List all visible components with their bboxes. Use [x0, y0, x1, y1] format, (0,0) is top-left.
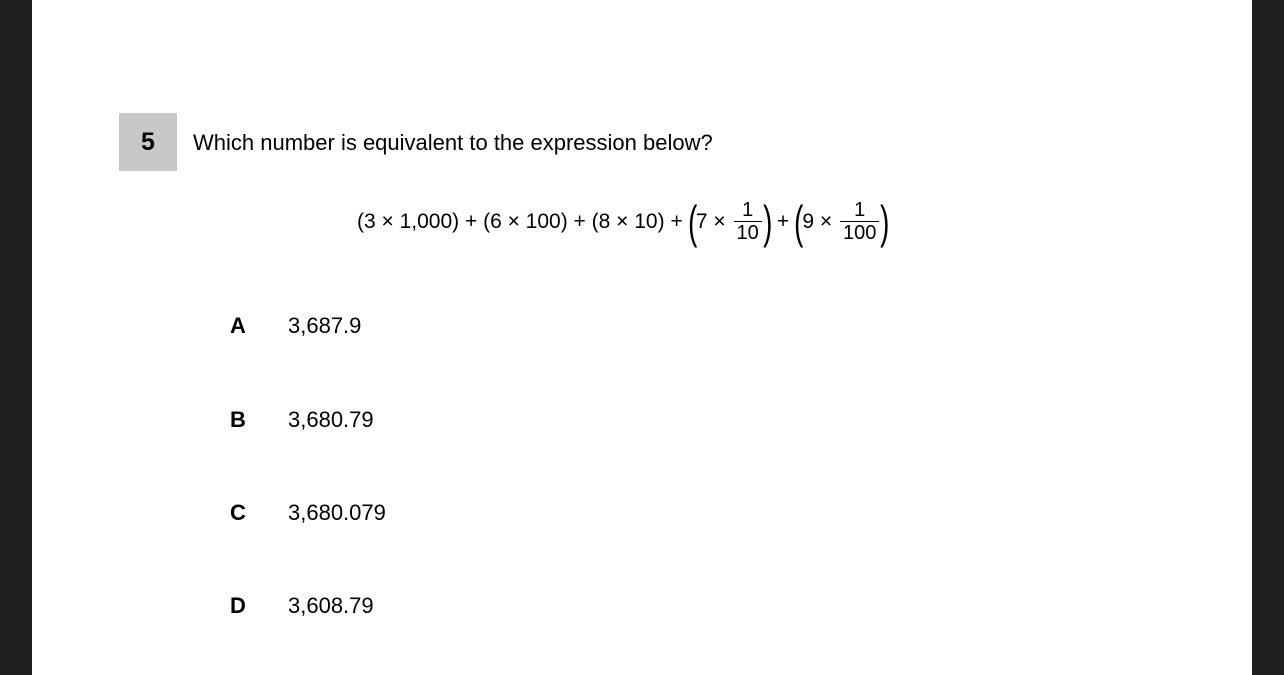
fraction-numerator: 1: [854, 199, 866, 221]
document-page: [32, 0, 1252, 675]
option-letter: C: [230, 500, 246, 525]
option-value: 3,687.9: [288, 313, 362, 338]
fraction-denominator: 100: [840, 221, 879, 244]
fraction-numerator: 1: [742, 199, 754, 221]
option-letter: B: [230, 407, 246, 432]
expression-plus: +: [771, 210, 796, 233]
question-number: 5: [141, 127, 155, 156]
fraction-one-tenth: [734, 200, 762, 244]
fraction-denominator: 10: [734, 221, 762, 244]
answer-option-a[interactable]: [230, 313, 361, 339]
answer-option-d[interactable]: [230, 593, 374, 619]
question-number-badge: [119, 113, 177, 171]
math-expression: [357, 190, 889, 254]
expression-part-1: (3 × 1,000) + (6 × 100) + (8 × 10) +: [357, 210, 689, 233]
option-value: 3,608.79: [288, 593, 374, 618]
question-text: Which number is equivalent to the expression below?: [193, 130, 713, 155]
fraction-one-hundredth: [840, 200, 879, 244]
option-value: 3,680.79: [288, 407, 374, 432]
expression-term-1-left: 7 ×: [695, 210, 732, 233]
left-paren-2: (: [794, 196, 804, 248]
answer-option-b[interactable]: [230, 407, 374, 433]
right-paren-2: ): [880, 196, 890, 248]
left-paren-1: (: [687, 196, 697, 248]
option-letter: D: [230, 593, 246, 618]
expression-term-2-left: 9 ×: [802, 210, 838, 233]
option-value: 3,680.079: [288, 500, 386, 525]
right-paren-1: ): [762, 196, 773, 248]
answer-option-c[interactable]: [230, 500, 386, 526]
option-letter: A: [230, 313, 246, 338]
